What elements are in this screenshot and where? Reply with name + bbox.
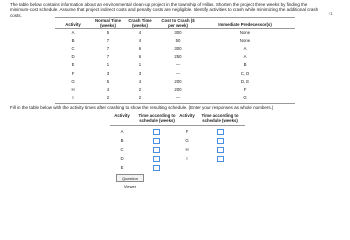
cell-cost-to-crash: 200 xyxy=(174,86,182,92)
time-input[interactable] xyxy=(153,165,160,172)
cell-crash-time: 4 xyxy=(138,30,142,35)
cell-predecessors: F xyxy=(243,86,247,92)
answer-header-time-right: Time according to schedule (weeks) xyxy=(201,113,239,123)
cell-normal-time: 1 xyxy=(106,62,110,68)
answer-header-activity-left: Activity xyxy=(114,113,130,118)
answer-activity-label: F xyxy=(185,129,189,134)
cell-predecessors: G xyxy=(243,94,247,100)
header-predecessors: Immediate Predecessor(s) xyxy=(218,22,272,27)
answer-activity-label: G xyxy=(185,138,189,143)
answer-activity-label: B xyxy=(120,138,124,143)
cell-predecessors: None xyxy=(239,30,251,35)
header-cost-to-crash: Cost to Crash ($ per week) xyxy=(161,18,195,28)
cell-normal-time: 5 xyxy=(106,78,110,84)
table-bottom-rule xyxy=(55,103,295,104)
time-input[interactable] xyxy=(153,138,160,145)
cell-predecessors: A xyxy=(243,46,247,52)
cell-activity: G xyxy=(71,78,75,84)
cell-predecessors: None xyxy=(239,38,251,44)
answer-activity-label: H xyxy=(185,147,189,152)
cell-normal-time: 2 xyxy=(106,94,110,100)
cell-activity: B xyxy=(71,38,75,44)
cell-normal-time: 5 xyxy=(106,30,110,35)
time-input[interactable] xyxy=(217,138,224,145)
header-activity: Activity xyxy=(65,22,81,27)
answer-header-time-left: Time according to schedule (weeks) xyxy=(138,113,176,123)
cell-crash-time: 2 xyxy=(138,86,142,92)
cell-normal-time: 4 xyxy=(106,86,110,92)
cell-activity: A xyxy=(71,30,75,35)
cell-normal-time: 7 xyxy=(106,54,110,60)
answer-header-activity-right: Activity xyxy=(179,113,195,118)
cell-crash-time: 6 xyxy=(138,54,142,60)
header-crash-time: Crash Time (weeks) xyxy=(128,18,152,28)
cell-crash-time: 1 xyxy=(138,62,142,68)
problem-intro: The table below contains information about an environmental clean-up project in the township of Hillas. Shorten the project three weeks by finding the minimum-cost schedule. Assume that project indirect costs and penalty costs are negligible. Identify activities to crash while minimizing the additional crash costs. xyxy=(10,2,319,18)
answer-activity-label: D xyxy=(120,156,124,161)
cell-activity: I xyxy=(72,94,74,100)
cell-cost-to-crash: — xyxy=(175,70,181,76)
answer-activity-label: E xyxy=(120,165,124,170)
time-input[interactable] xyxy=(153,147,160,154)
answer-activity-label: A xyxy=(120,129,124,134)
time-input[interactable] xyxy=(217,156,224,163)
time-input[interactable] xyxy=(153,156,160,163)
cell-crash-time: 4 xyxy=(138,78,142,84)
cell-cost-to-crash: — xyxy=(175,94,181,100)
cell-predecessors: A xyxy=(243,54,247,60)
header-normal-time: Normal Time (weeks) xyxy=(95,18,121,28)
time-input[interactable] xyxy=(217,129,224,136)
time-input[interactable] xyxy=(217,147,224,154)
cell-normal-time: 3 xyxy=(106,70,110,76)
cell-cost-to-crash: 300 xyxy=(174,30,182,35)
cell-crash-time: 6 xyxy=(138,46,142,52)
cell-activity: C xyxy=(71,46,75,52)
table-header-rule xyxy=(55,28,295,29)
cell-cost-to-crash: 300 xyxy=(174,46,182,52)
cell-crash-time: 4 xyxy=(138,38,142,44)
instruction-text: Fill in the table below with the activity times after crashing to show the resulting schedule. (Enter your responses as whole numbers.) xyxy=(10,105,274,110)
answer-activity-label: I xyxy=(186,156,188,161)
cell-cost-to-crash: 250 xyxy=(174,54,182,60)
cell-activity: H xyxy=(71,86,75,92)
cell-cost-to-crash: 50 xyxy=(175,38,181,44)
cell-crash-time: 2 xyxy=(138,94,142,100)
question-viewer-button[interactable]: Question Viewer xyxy=(116,174,144,182)
cell-normal-time: 7 xyxy=(106,46,110,52)
time-input[interactable] xyxy=(153,129,160,136)
cell-activity: E xyxy=(71,62,75,68)
cell-normal-time: 7 xyxy=(106,38,110,44)
cell-crash-time: 3 xyxy=(138,70,142,76)
cell-predecessors: C, D xyxy=(240,70,250,76)
cell-predecessors: B xyxy=(243,62,247,68)
answer-header-rule xyxy=(110,125,245,126)
points-indicator: ↑1 xyxy=(328,11,333,16)
cell-cost-to-crash: — xyxy=(175,62,181,68)
cell-predecessors: D, E xyxy=(240,78,250,84)
answer-activity-label: C xyxy=(120,147,124,152)
cell-activity: F xyxy=(71,70,75,76)
cell-activity: D xyxy=(71,54,75,60)
cell-cost-to-crash: 200 xyxy=(174,78,182,84)
